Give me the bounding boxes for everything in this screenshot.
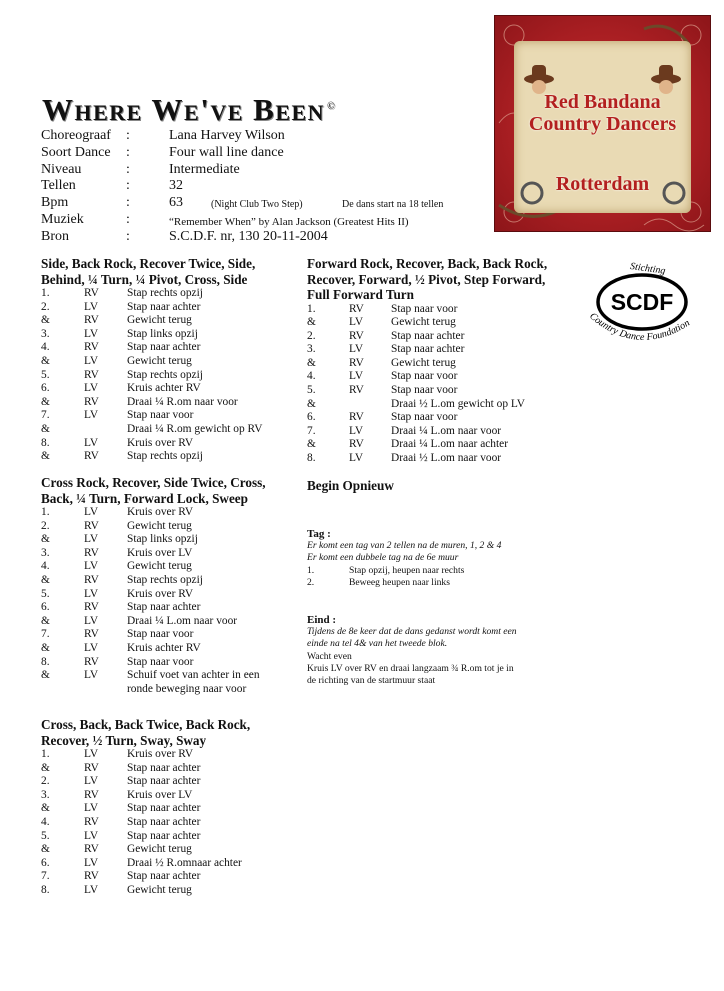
step-foot: LV — [84, 802, 99, 815]
step-row — [41, 560, 301, 574]
step-foot: RV — [84, 788, 99, 801]
step-foot: LV — [84, 436, 99, 449]
step-row — [307, 303, 567, 317]
eind-line: Wacht even — [307, 650, 352, 662]
step-row — [307, 398, 567, 412]
step-description: Stap naar achter — [127, 775, 201, 788]
step-count: 1. — [307, 302, 316, 315]
step-description: Stap naar voor — [127, 409, 194, 422]
step-description: Stap rechts opzij — [127, 573, 203, 586]
step-count: & — [41, 843, 50, 856]
step-description: Stap rechts opzij — [127, 450, 203, 463]
step-description: Draai ¼ L.om naar voor — [127, 614, 238, 627]
section-3 — [41, 717, 301, 898]
logo-panel — [514, 41, 691, 213]
step-list — [41, 287, 301, 464]
step-description: Stap rechts opzij — [127, 287, 203, 299]
meta-value: Four wall line dance — [169, 144, 284, 160]
begin-opnieuw: Begin Opnieuw — [307, 478, 394, 493]
step-foot: LV — [84, 641, 99, 654]
step-foot: RV — [84, 314, 99, 327]
step-row — [41, 656, 301, 670]
page-title: Where We've Been © — [42, 92, 335, 127]
step-count: 6. — [41, 856, 50, 869]
step-row — [41, 423, 301, 437]
meta-label: Soort Dance — [41, 144, 111, 160]
step-row — [41, 775, 301, 789]
meta-value: Intermediate — [169, 161, 240, 177]
meta-value: 63 — [169, 195, 183, 211]
step-foot: LV — [84, 354, 99, 367]
step-description: Gewicht terug — [127, 314, 192, 327]
step-foot: LV — [84, 856, 99, 869]
step-count: & — [41, 395, 50, 408]
step-foot: RV — [84, 843, 99, 856]
step-description: Gewicht terug — [127, 354, 192, 367]
step-row — [41, 382, 301, 396]
step-foot: LV — [84, 533, 99, 546]
section-1 — [41, 256, 301, 464]
eind-line: de richting van de startmuur staat — [307, 675, 436, 687]
step-row — [41, 369, 301, 383]
step-row — [41, 642, 301, 656]
step-foot: RV — [84, 815, 99, 828]
step-foot: RV — [349, 411, 364, 424]
step-foot: RV — [84, 870, 99, 883]
step-foot: RV — [84, 628, 99, 641]
tag-section: Tag : Er komt een tag van 2 tellen na de muren, 1, 2 & 4 Er komt een dubbele tag na de 6e muur 1. Stap opzij, heupen naar rechts 2. Beweeg heupen naar links — [307, 528, 567, 589]
eind-heading: Eind : — [307, 614, 337, 626]
step-row — [307, 316, 567, 330]
step-foot: RV — [84, 395, 99, 408]
section-2 — [41, 475, 301, 696]
step-foot: RV — [349, 302, 364, 315]
copyright-mark: © — [327, 100, 335, 112]
step-description: Draai ½ L.om naar voor — [391, 452, 502, 465]
step-count: 6. — [307, 411, 316, 424]
step-row — [41, 574, 301, 588]
step-foot: LV — [349, 343, 364, 356]
step-count: & — [307, 397, 316, 410]
step-count: 8. — [41, 883, 50, 896]
step-row — [41, 287, 301, 301]
step-foot: LV — [84, 587, 99, 600]
eind-section — [307, 614, 567, 687]
step-foot: LV — [84, 748, 99, 760]
section-heading: Side, Back Rock, Recover Twice, Side, Behind, ¼ Turn, ¼ Pivot, Cross, Side — [41, 256, 256, 287]
step-description: Stap naar voor — [127, 628, 194, 641]
step-row — [41, 669, 301, 696]
step-description: Stap naar achter — [127, 300, 201, 313]
meta-value: Lana Harvey Wilson — [169, 128, 285, 143]
step-foot: LV — [84, 614, 99, 627]
step-count: 8. — [307, 452, 316, 465]
step-count: 4. — [41, 560, 50, 573]
step-description: Stap rechts opzij — [127, 368, 203, 381]
step-count: 1. — [41, 287, 50, 299]
section-4 — [307, 256, 567, 466]
scdf-center-text: SCDF — [610, 289, 674, 315]
step-description: Stap naar achter — [127, 802, 201, 815]
step-count: 8. — [41, 655, 50, 668]
step-foot: LV — [84, 300, 99, 313]
step-description: Stap naar achter — [127, 761, 201, 774]
step-list — [41, 506, 301, 696]
step-row — [41, 396, 301, 410]
step-foot: LV — [84, 669, 99, 682]
step-row — [41, 830, 301, 844]
step-row — [41, 857, 301, 871]
step-foot: RV — [84, 368, 99, 381]
step-count: 3. — [41, 788, 50, 801]
step-row — [41, 789, 301, 803]
step-foot: RV — [84, 573, 99, 586]
step-row — [307, 425, 567, 439]
step-count: & — [307, 356, 316, 369]
step-description: Gewicht terug — [127, 883, 192, 896]
step-description: Stap naar achter — [127, 815, 201, 828]
step-row — [41, 533, 301, 547]
section-heading: Cross, Back, Back Twice, Back Rock, Recover, ½ Turn, Sway, Sway — [41, 717, 251, 748]
step-row — [41, 628, 301, 642]
step-list — [41, 748, 301, 898]
step-foot: RV — [84, 450, 99, 463]
step-foot: RV — [84, 546, 99, 559]
step-row — [41, 802, 301, 816]
step-foot: RV — [349, 329, 364, 342]
step-row — [307, 370, 567, 384]
step-description: Gewicht terug — [391, 316, 456, 329]
step-description: Kruis over LV — [127, 788, 193, 801]
step-foot: LV — [84, 883, 99, 896]
step-count: 2. — [41, 775, 50, 788]
step-row — [41, 870, 301, 884]
step-row — [307, 438, 567, 452]
step-foot: RV — [84, 601, 99, 614]
logo-city: Rotterdam — [555, 173, 650, 195]
step-description: Stap naar voor — [391, 302, 458, 315]
step-count: 5. — [41, 829, 50, 842]
step-count: & — [41, 314, 50, 327]
meta-label: Muziek — [41, 211, 84, 227]
step-description: Draai ¼ L.om naar voor — [391, 424, 502, 437]
step-row — [41, 615, 301, 629]
step-foot: RV — [84, 287, 99, 299]
step-row — [307, 452, 567, 466]
meta-value: “Remember When” by Alan Jackson (Greatest Hits II) — [169, 215, 409, 228]
step-description: Stap naar voor — [391, 370, 458, 383]
step-description: Stap naar achter — [127, 341, 201, 354]
step-description: Stap links opzij — [127, 533, 198, 546]
step-foot: LV — [84, 506, 99, 518]
step-count: 4. — [41, 815, 50, 828]
step-description: Stap naar voor — [391, 384, 458, 397]
step-count: 7. — [41, 870, 50, 883]
step-foot: RV — [349, 384, 364, 397]
step-count: & — [41, 761, 50, 774]
step-foot: LV — [349, 370, 364, 383]
step-description: Stap links opzij — [127, 327, 198, 340]
step-count: 7. — [41, 409, 50, 422]
step-count: 3. — [41, 327, 50, 340]
eind-line: Tijdens de 8e keer dat de dans gedanst wordt komt een — [307, 626, 517, 638]
step-description: Kruis over RV — [127, 587, 194, 600]
step-row — [41, 450, 301, 464]
step-row — [307, 330, 567, 344]
step-row — [41, 409, 301, 423]
step-description: Kruis achter RV — [127, 382, 201, 395]
step-list — [307, 303, 567, 466]
step-row — [41, 843, 301, 857]
step-description: Stap naar achter — [391, 329, 465, 342]
step-row — [41, 328, 301, 342]
step-row — [41, 588, 301, 602]
step-count: & — [307, 438, 316, 451]
step-row — [41, 341, 301, 355]
step-row — [41, 748, 301, 762]
step-row — [41, 520, 301, 534]
step-row — [307, 343, 567, 357]
step-row — [41, 301, 301, 315]
step-description: Draai ½ R.omnaar achter — [127, 856, 242, 869]
step-foot: LV — [84, 829, 99, 842]
logo-title: Red Bandana Country Dancers — [528, 91, 677, 135]
step-foot: RV — [84, 341, 99, 354]
step-description: Kruis achter RV — [127, 641, 201, 654]
step-count: 2. — [41, 519, 50, 532]
step-row — [307, 411, 567, 425]
step-foot: RV — [349, 356, 364, 369]
step-foot: RV — [84, 761, 99, 774]
red-bandana-logo — [494, 15, 711, 232]
step-description: Stap naar achter — [127, 829, 201, 842]
step-description: Stap naar achter — [391, 343, 465, 356]
step-row — [307, 357, 567, 371]
step-description: Kruis over RV — [127, 506, 194, 518]
step-count: 2. — [307, 329, 316, 342]
step-description: Stap naar voor — [391, 411, 458, 424]
step-row — [41, 762, 301, 776]
step-description: Gewicht terug — [127, 843, 192, 856]
step-count: 3. — [41, 546, 50, 559]
step-foot: RV — [349, 438, 364, 451]
step-foot: LV — [349, 452, 364, 465]
step-count: & — [307, 316, 316, 329]
step-foot: RV — [84, 655, 99, 668]
step-row — [41, 547, 301, 561]
step-count: 5. — [41, 587, 50, 600]
step-foot: LV — [349, 316, 364, 329]
step-count: 3. — [307, 343, 316, 356]
scdf-bottom-text: Country Dance Foundation — [587, 310, 692, 340]
step-description: Stap naar voor — [127, 655, 194, 668]
meta-label: Tellen — [41, 178, 76, 194]
step-count: 5. — [41, 368, 50, 381]
step-count: & — [41, 669, 50, 682]
step-count: 1. — [41, 748, 50, 760]
step-count: 4. — [41, 341, 50, 354]
step-foot: LV — [84, 560, 99, 573]
tag-heading: Tag : — [307, 528, 331, 540]
step-row — [41, 816, 301, 830]
step-foot: LV — [84, 409, 99, 422]
step-row — [41, 437, 301, 451]
step-count: 7. — [41, 628, 50, 641]
step-count: 4. — [307, 370, 316, 383]
eind-line: Kruis LV over RV en draai langzaam ¾ R.om tot je in — [307, 662, 514, 674]
section-heading: Cross Rock, Recover, Side Twice, Cross, Back, ¼ Turn, Forward Lock, Sweep — [41, 475, 266, 506]
step-count: 6. — [41, 382, 50, 395]
eind-line: einde na tel 4& van het tweede blok. — [307, 638, 448, 650]
step-count: 2. — [41, 300, 50, 313]
meta-note: De dans start na 18 tellen — [342, 199, 444, 211]
step-description: Draai ¼ R.om naar voor — [127, 395, 238, 408]
step-count: & — [41, 533, 50, 546]
step-count: 8. — [41, 436, 50, 449]
meta-value: S.C.D.F. nr, 130 20-11-2004 — [169, 228, 328, 244]
step-description: Draai ¼ L.om naar achter — [391, 438, 509, 451]
step-count: 6. — [41, 601, 50, 614]
step-row — [41, 314, 301, 328]
step-description: Gewicht terug — [127, 519, 192, 532]
step-count: 5. — [307, 384, 316, 397]
tag-step: Stap opzij, heupen naar rechts — [349, 564, 465, 576]
step-description: Kruis over LV — [127, 546, 193, 559]
step-description: Gewicht terug — [391, 356, 456, 369]
step-count: & — [41, 641, 50, 654]
step-foot: LV — [84, 382, 99, 395]
step-description: Schuif voet van achter in een ronde beweging naar voor — [127, 669, 260, 695]
step-foot: RV — [84, 519, 99, 532]
step-description: Kruis over RV — [127, 436, 194, 449]
step-row — [41, 884, 301, 898]
step-count: & — [41, 573, 50, 586]
meta-label: Bron — [41, 228, 69, 244]
step-count: & — [41, 614, 50, 627]
tag-step: Beweeg heupen naar links — [349, 576, 450, 588]
meta-label: Choreograaf — [41, 128, 111, 143]
step-count: & — [41, 354, 50, 367]
step-row — [41, 601, 301, 615]
step-row — [307, 384, 567, 398]
meta-label: Bpm — [41, 195, 69, 211]
step-description: Stap naar achter — [127, 601, 201, 614]
scdf-logo — [578, 258, 710, 340]
meta-label: Niveau — [41, 161, 82, 177]
meta-value: 32 — [169, 178, 183, 194]
step-count: & — [41, 802, 50, 815]
step-count: & — [41, 422, 50, 435]
tag-line: Er komt een dubbele tag na de 6e muur — [307, 552, 459, 564]
scdf-top-text: Stichting — [629, 260, 667, 277]
step-description: Stap naar achter — [127, 870, 201, 883]
step-description: Gewicht terug — [127, 560, 192, 573]
step-count: 1. — [41, 506, 50, 518]
step-description: Kruis over RV — [127, 748, 194, 760]
step-description: Draai ½ L.om gewicht op LV — [391, 397, 526, 410]
step-row — [41, 506, 301, 520]
step-foot: LV — [349, 424, 364, 437]
step-count: & — [41, 450, 50, 463]
step-row — [41, 355, 301, 369]
step-description: Draai ¼ R.om gewicht op RV — [127, 422, 263, 435]
step-foot: LV — [84, 327, 99, 340]
step-foot: LV — [84, 775, 99, 788]
tag-line: Er komt een tag van 2 tellen na de muren, 1, 2 & 4 — [307, 540, 502, 552]
meta-note: (Night Club Two Step) — [211, 199, 303, 211]
section-heading: Forward Rock, Recover, Back, Back Rock, Recover, Forward, ½ Pivot, Step Forward, Full Forward Turn — [307, 256, 548, 302]
step-count: 7. — [307, 424, 316, 437]
